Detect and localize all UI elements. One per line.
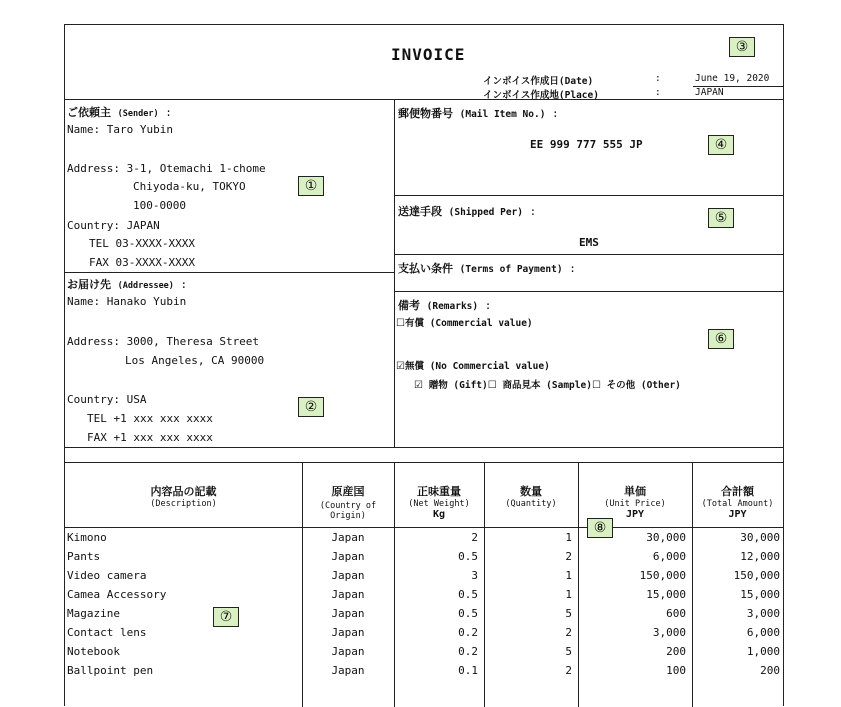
cell-price: 150,000 [639, 569, 686, 582]
sender-fax: FAX 03-XXXX-XXXX [89, 256, 195, 269]
no-commercial-option[interactable] [396, 358, 550, 372]
payment-heading: 支払い条件 [398, 262, 453, 275]
header-unit-price: 単価 (Unit Price) JPY [604, 485, 666, 520]
addressee-heading-en: (Addressee) [117, 281, 174, 291]
commercial-option[interactable] [396, 315, 533, 329]
title-divider [65, 99, 783, 100]
no-commercial-suboptions [414, 377, 681, 391]
payment-heading-row [398, 260, 576, 276]
shipped-heading-en: (Shipped Per) [448, 207, 523, 218]
marker-5: ⑤ [708, 208, 734, 228]
cell-desc: Magazine [67, 607, 120, 620]
cell-qty: 1 [565, 531, 572, 544]
marker-8: ⑧ [587, 518, 613, 538]
payment-divider [394, 291, 784, 292]
cell-desc: Camea Accessory [67, 588, 167, 601]
cell-total: 6,000 [746, 626, 780, 639]
date-value: June 19, 2020 [695, 73, 770, 84]
addressee-address-1: Address: 3000, Theresa Street [67, 335, 260, 348]
cell-weight: 0.2 [458, 626, 478, 639]
marker-1: ① [298, 176, 324, 196]
sender-country: Country: JAPAN [67, 219, 160, 232]
cell-qty: 1 [565, 569, 572, 582]
shipped-divider [394, 254, 784, 255]
mail-item-number: EE 999 777 555 JP [530, 138, 643, 151]
cell-total: 1,000 [746, 645, 780, 658]
sender-colon: : [165, 106, 172, 119]
header-weight: 正味重量 (Net Weight) Kg [408, 485, 470, 520]
cell-desc: Kimono [67, 531, 107, 544]
cell-total: 30,000 [740, 531, 780, 544]
cell-total: 12,000 [740, 550, 780, 563]
marker-6: ⑥ [708, 329, 734, 349]
mail-item-heading-row [398, 105, 559, 121]
marker-2: ② [298, 397, 324, 417]
cell-price: 200 [666, 645, 686, 658]
addressee-tel: TEL +1 xxx xxx xxxx [87, 412, 213, 425]
shipped-colon: : [529, 205, 537, 218]
marker-3: ③ [729, 37, 755, 57]
place-label: インボイス作成地(Place) [483, 90, 599, 101]
payment-colon: : [569, 262, 576, 275]
addressee-address-2: Los Angeles, CA 90000 [125, 354, 265, 367]
addressee-heading-row [67, 276, 187, 292]
sender-name: Name: Taro Yubin [67, 123, 173, 136]
commercial-checkbox[interactable]: ☐ [396, 318, 405, 329]
cell-origin: Japan [331, 588, 365, 601]
other-label: その他 (Other) [606, 380, 681, 391]
cell-qty: 2 [565, 550, 572, 563]
sender-heading-row [67, 104, 172, 120]
no-commercial-checkbox[interactable]: ☑ [396, 361, 405, 372]
header-quantity: 数量 (Quantity) [505, 485, 557, 509]
gift-label: 贈物 (Gift) [428, 380, 488, 391]
cell-price: 6,000 [652, 550, 686, 563]
remarks-heading: 備考 [398, 299, 420, 312]
cell-total: 15,000 [740, 588, 780, 601]
shipped-value: EMS [579, 236, 599, 249]
cell-desc: Ballpoint pen [67, 664, 154, 677]
cell-weight: 3 [471, 569, 478, 582]
remarks-heading-en: (Remarks) [426, 301, 479, 312]
mail-item-divider [394, 195, 784, 196]
cell-price: 600 [666, 607, 686, 620]
invoice-sheet [64, 24, 784, 706]
shipped-heading: 送達手段 [398, 205, 442, 218]
cell-weight: 0.5 [458, 588, 478, 601]
mail-item-heading-en: (Mail Item No.) [459, 109, 546, 120]
table-header-top-line [65, 462, 783, 463]
sender-divider [65, 272, 394, 273]
cell-origin: Japan [331, 550, 365, 563]
date-label: インボイス作成日(Date) [483, 76, 594, 87]
cell-qty: 5 [565, 645, 572, 658]
mail-item-heading: 郵便物番号 [398, 107, 453, 120]
cell-desc: Notebook [67, 645, 120, 658]
remarks-colon: : [484, 299, 492, 312]
header-description: 内容品の記載 (Description) [150, 485, 217, 509]
sender-tel: TEL 03-XXXX-XXXX [89, 237, 195, 250]
cell-origin: Japan [331, 626, 365, 639]
sample-label: 商品見本 (Sample) [502, 380, 592, 391]
header-origin: 原産国 (Country of Origin) [319, 485, 377, 521]
cell-qty: 1 [565, 588, 572, 601]
addressee-country: Country: USA [67, 393, 147, 406]
marker-7: ⑦ [213, 607, 239, 627]
cell-weight: 2 [471, 531, 478, 544]
addressee-name: Name: Hanako Yubin [67, 295, 187, 308]
sender-address-3: 100-0000 [133, 199, 186, 212]
sender-heading-en: (Sender) [117, 109, 159, 119]
addressee-fax: FAX +1 xxx xxx xxxx [87, 431, 213, 444]
sample-checkbox[interactable]: ☐ [487, 380, 497, 391]
cell-price: 100 [666, 664, 686, 677]
cell-origin: Japan [331, 569, 365, 582]
commercial-label: 有償 (Commercial value) [404, 318, 533, 329]
cell-origin: Japan [331, 531, 365, 544]
cell-desc: Video camera [67, 569, 147, 582]
table-top-line [65, 447, 783, 448]
sender-address-2: Chiyoda-ku, TOKYO [133, 180, 246, 193]
cell-price: 30,000 [646, 531, 686, 544]
cell-price: 3,000 [652, 626, 686, 639]
cell-total: 200 [760, 664, 780, 677]
middle-divider [394, 99, 395, 447]
cell-qty: 5 [565, 607, 572, 620]
header-total-amount: 合計額 (Total Amount) JPY [701, 485, 774, 520]
marker-4: ④ [708, 135, 734, 155]
cell-weight: 0.1 [458, 664, 478, 677]
date-colon: : [655, 73, 661, 84]
cell-desc: Pants [67, 550, 101, 563]
addressee-heading: お届け先 [67, 278, 111, 291]
cell-total: 150,000 [733, 569, 780, 582]
sender-heading: ご依頼主 [67, 106, 111, 119]
remarks-heading-row [398, 297, 491, 313]
cell-origin: Japan [331, 664, 365, 677]
place-value: JAPAN [695, 87, 724, 98]
invoice-title: INVOICE [391, 45, 466, 64]
cell-origin: Japan [331, 607, 365, 620]
mail-item-colon: : [552, 107, 559, 120]
payment-heading-en: (Terms of Payment) [459, 264, 563, 275]
other-checkbox[interactable]: ☐ [591, 380, 601, 391]
gift-checkbox[interactable]: ☑ [414, 380, 423, 391]
cell-weight: 0.2 [458, 645, 478, 658]
sender-address-1: Address: 3-1, Otemachi 1-chome [67, 162, 266, 175]
addressee-colon: : [180, 278, 188, 291]
shipped-heading-row [398, 203, 536, 219]
cell-weight: 0.5 [458, 607, 478, 620]
cell-qty: 2 [565, 664, 572, 677]
cell-total: 3,000 [746, 607, 780, 620]
cell-price: 15,000 [646, 588, 686, 601]
cell-weight: 0.5 [458, 550, 478, 563]
place-colon: : [655, 87, 661, 98]
cell-desc: Contact lens [67, 626, 147, 639]
cell-origin: Japan [331, 645, 365, 658]
cell-qty: 2 [565, 626, 572, 639]
no-commercial-label: 無償 (No Commercial value) [404, 361, 550, 372]
